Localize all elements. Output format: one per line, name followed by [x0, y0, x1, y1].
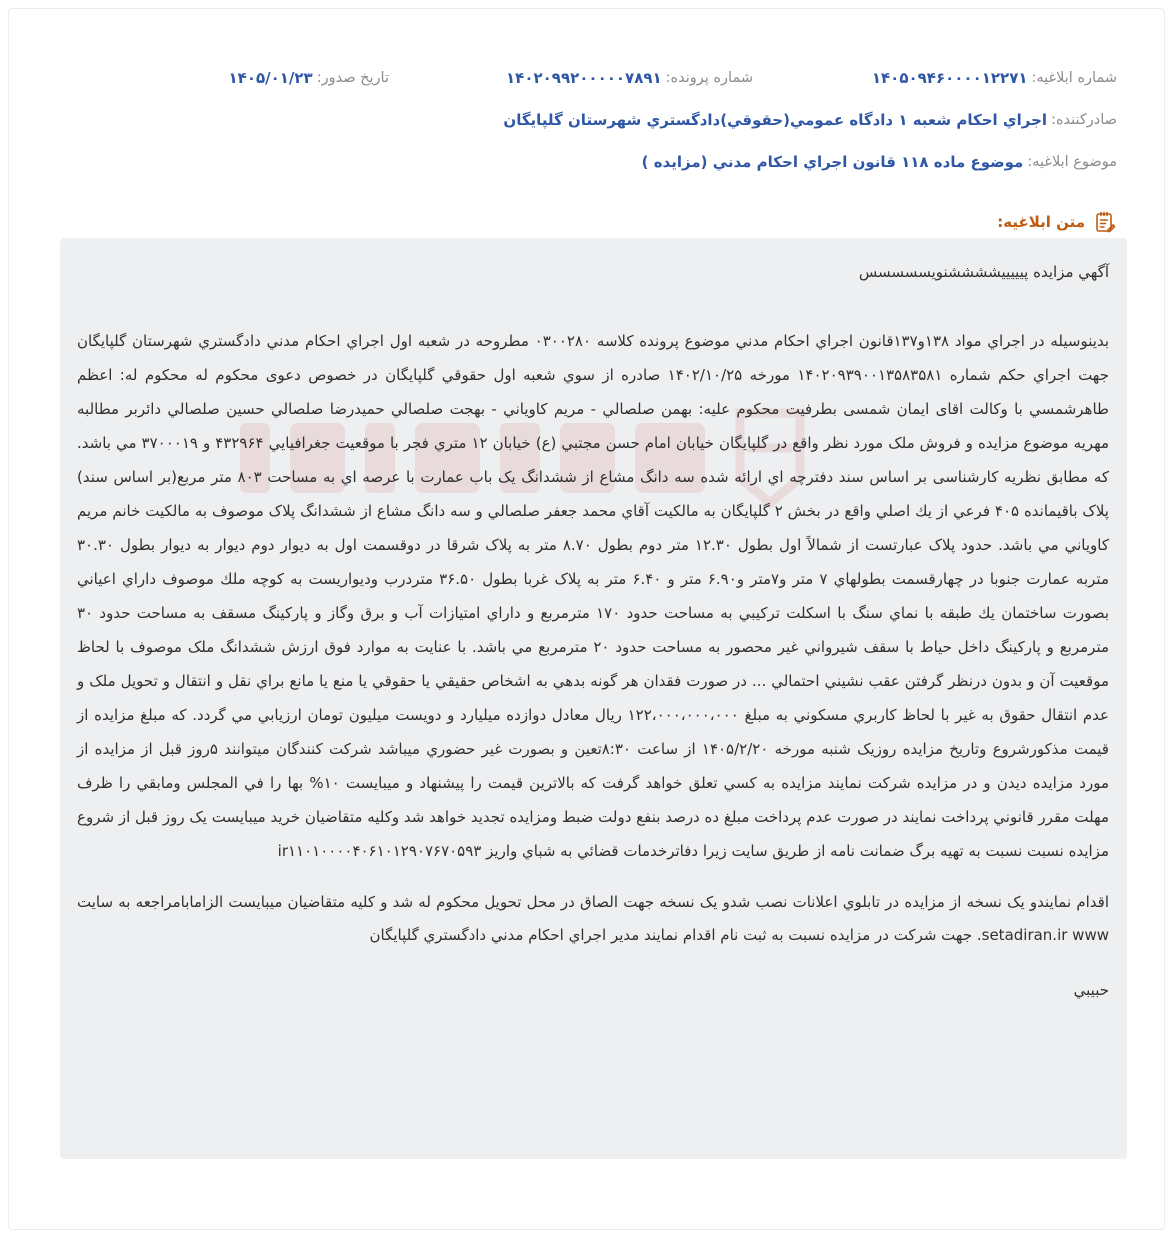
notice-text-title: متن ابلاغيه: [997, 213, 1085, 231]
notice-title: آگهي مزايده پيييييششششنويسسسسس [858, 263, 1109, 281]
case-number [506, 67, 753, 89]
notice-closing: اقدام نمايندو يک نسخه از مزايده در تابلوي اعلانات نصب شدو يک نسخه جهت الصاق در محل تحويل محکوم له شد و کليه متقاضيان ميبايست الزامابامراجعه به سايت setadiran.ir www. جهت شرکت در مزايده نسبت به ثبت نام اقدام نمايند مدير اجراي احکام مدني دادگستري گلپايگان [77, 893, 1109, 944]
notice-text-heading [997, 210, 1117, 234]
notice-body: بدينوسيله در اجراي مواد ۱۳۸و۱۳۷قانون اجراي احکام مدني موضوع پرونده کلاسه ۰۳۰۰۲۸۰ مطروحه در شعبه اول اجراي احکام مدني دادگستري شهرستان گلپايگان جهت اجراي حکم شماره ۱۴۰۲۰۹۳۹۰۰۱۳۵۸۳۵۸۱ مورخه ۱۴۰۲/۱۰/۲۵ صادره از سوي شعبه اول حقوقي گلپايگان در خصوص دعوی محکوم له محکوم له: اعظم طاهرشمسي با وکالت اقای ايمان شمسی بطرفيت محکوم عليه: بهمن صلصالي - مريم کاوياني - بهجت صلصالي حميدرضا صلصالي حسين صلصالي دائربر مطالبه مهريه موضوع مزايده و فروش ملک مورد نظر واقع در گلپايگان خيابان امام حسن مجتبي (ع) خيابان ۱۲ متري فجر با موقعيت جغرافيايي ۴۳۲۹۶۴ و ۳۷۰۰۰۱۹ مي باشد. که مطابق نظريه کارشناسی بر اساس سند دفترچه اي ارائه شده سه دانگ مشاع از ششدانگ يک باب عمارت با عرصه اي به مساحت ۸۰۳ متر مربع(بر اساس سند) پلاک باقيمانده ۴۰۵ فرعي از يك اصلي واقع در بخش ۲ گلپايگان به مالکيت آقاي محمد جعفر صلصالي و سه دانگ مشاع از ششدانگ پلاک موصوف به مالکيت خانم مريم کاوياني مي باشد. حدود پلاک عبارتست از شمالاً اول بطول ۱۲.۳۰ متر دوم بطول ۸.۷۰ متر به پلاک شرقا در دوقسمت اول به ديوار دوم ديوار به ديوار بطول ۳۰.۳۰ متربه عمارت جنوبا در چهارقسمت بطولهاي ۷ متر و۷متر و۶.۹۰ متر و ۶.۴۰ متر به پلاک غربا بطول ۳۶.۵۰ متردرب وديواريست به کوچه ملك موصوف داراي اعياني بصورت ساختمان يك طبقه با نماي سنگ با اسکلت ترکيبي به مساحت حدود ۱۷۰ مترمربع و داراي امتيازات آب و برق وگاز و پارکينگ مسقف به مساحت حدود ۳۰ مترمربع و پارکينگ داخل حياط با سقف شيرواني غير محصور به مساحت حدود ۲۰ مترمربع مي باشد. با عنايت به موارد فوق ارزش ششدانگ ملک موصوف با لحاظ موقعيت آن و بدون درنظر گرفتن عقب نشيني احتمالي ... در صورت فقدان هر گونه بدهي به اشخاص حقيقي يا حقوقي يا منع يا مانع براي نقل و انتقال و تحويل ملک و عدم انتقال حقوق به غير با لحاظ کاربري مسکوني به مبلغ ۱۲۲،۰۰۰،۰۰۰،۰۰۰ ريال معادل دوازده ميليارد و دويست ميليون تومان ارزيابي مي گردد. که مبلغ مزايده از قيمت مذکورشروع وتاريخ مزايده روزيک شنبه مورخه ۱۴۰۵/۲/۲۰ از ساعت ۸:۳۰تعين و بصورت غير حضوري ميباشد شرکت کنندگان ميتوانند ۵روز قبل از مزايده از مورد مزايده ديدن و در مزايده شرکت نمايند مزايده به کسي تعلق خواهد گرفت که بالاترين قيمت را پيشنهاد و ميبايست ۱۰% بها را في المجلس ومابقي را ظرف مهلت مقرر قانوني پرداخت نمايند در صورت عدم پرداخت مبلغ ده درصد بنفع دولت ضبط ومزايده تجديد خواهد شد وکليه متقاضيان خريد ميبايست يک روز قبل از شروع مزايده نسبت نسبت به تهيه برگ ضمانت نامه از طريق سايت زيرا دفاترخدمات قضائي به شباي واريز ir۱۱۰۱۰۰۰۰۴۰۶۱۰۱۲۹۰۷۶۷۰۵۹۳ [77, 332, 1110, 860]
issue-date-value: ۱۴۰۵/۰۱/۲۳ [228, 69, 313, 87]
notice-text-panel [60, 238, 1127, 1159]
case-number-value: ۱۴۰۲۰۹۹۲۰۰۰۰۰۷۸۹۱ [506, 69, 662, 87]
issue-date-label: تاريخ صدور: [316, 70, 389, 86]
subject-value: موضوع ماده ۱۱۸ قانون اجراي احکام مدني (مزايده ) [641, 153, 1024, 171]
meta-row-issuer [56, 109, 1117, 131]
meta-row-numbers [56, 67, 1117, 89]
issuer-value: اجراي احکام شعبه ۱ دادگاه عمومي(حقوقي)دادگستري شهرستان گلپايگان [503, 111, 1048, 129]
notice-number-value: ۱۴۰۵۰۹۴۶۰۰۰۰۱۲۲۷۱ [871, 69, 1028, 87]
issuer [503, 109, 1117, 131]
subject-label: موضوع ابلاغيه: [1027, 154, 1117, 170]
subject [642, 151, 1117, 173]
notice-document-icon [1093, 210, 1117, 234]
issue-date [229, 67, 389, 89]
meta-row-subject [56, 151, 1117, 173]
notice-number [872, 67, 1117, 89]
case-number-label: شماره پرونده: [665, 70, 753, 86]
notice-number-label: شماره ابلاغيه: [1031, 70, 1117, 86]
issuer-label: صادرکننده: [1051, 112, 1117, 128]
notice-signer: حبيبي [1073, 981, 1109, 999]
